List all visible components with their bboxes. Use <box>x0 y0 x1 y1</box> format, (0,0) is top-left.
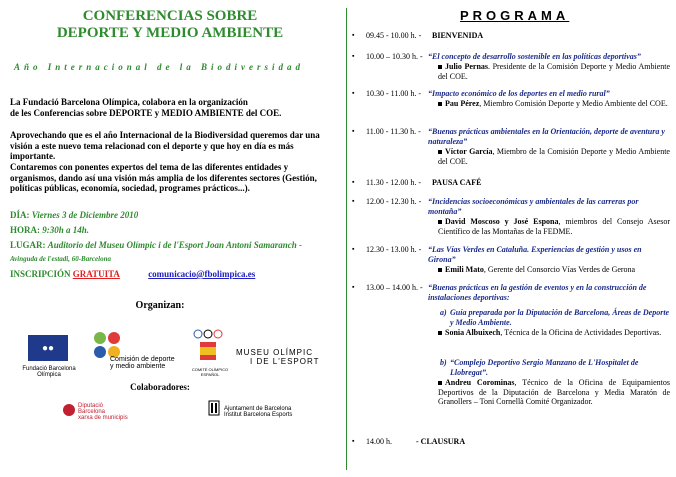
intro-paragraph-3: Contaremos con ponentes expertos del tema de las diferentes entidades y organismos, dando así una visión más amplia de los diferentes sectores (Gestión, políticas públicas, economía, sociedad, programes prácticos...). <box>10 162 317 193</box>
program-item-clausura: ▪ 14.00 h. - CLAUSURA <box>352 437 466 446</box>
organizers-heading: Organizan: <box>135 300 185 311</box>
place-line: LUGAR: Auditorio del Museu Olímpic i de l'Esport Joan Antoni Samaranch - <box>10 240 302 250</box>
address-line: Avinguda de l'estadi, 60-Barcelona <box>10 255 111 263</box>
email-link[interactable]: comunicacio@fbolimpica.es <box>148 269 256 279</box>
program-item-2: ▪ 10.30 - 11.00 h. - “Impacto económico de los deportes en el medio rural” Pau Pérez, Miembro Comisión Deporte y Medio Ambiente del COE. <box>352 89 670 119</box>
diputacio-logo-icon <box>62 403 76 417</box>
intro-paragraph-1: La Fundació Barcelona Olímpica, colabora en la organización de les Conferencias sobre DEPORTE y MEDIO AMBIENTE del COE. <box>10 97 282 118</box>
diputacio-logo: Diputació Barcelona xarxa de municipis <box>62 403 142 433</box>
speaker: Víctor García, Miembro de la Comisión Deporte y Medio Ambiente del COE. <box>438 147 670 166</box>
speaker: Andreu Corominas, Técnico de la Oficina de Equipamientos Deportivos de la Diputación de Barcelona y Media Maratón de Granollers – Toni Cornellà Comité Organizador. <box>438 378 670 407</box>
column-divider <box>346 8 347 470</box>
program-item-3: ▪ 11.00 - 11.30 h. - “Buenas prácticas ambientales en la Orientación, deporte de aventura y naturaleza” Víctor García, Miembro de la Comisión Deporte y Medio Ambiente del COE. <box>352 127 670 166</box>
square-bullet-icon <box>438 381 442 385</box>
bullet-icon: ▪ <box>352 245 355 253</box>
comision-logo: Comisión de deporte y medio ambiente <box>90 328 185 378</box>
intro-paragraph-2: Aprovechando que es el año Internacional de la Biodiversidad queremos dar una visión a este nuevo tema relacionad con el deporte y que hoy en día es más importante. <box>10 130 320 161</box>
bullet-icon: ▪ <box>352 52 355 60</box>
bullet-icon: ▪ <box>352 437 355 445</box>
program-subitem-a: a) Guía preparada por la Diputación de Barcelona, Áreas de Deporte y Medio Ambiente. Sonia Albuixech, Técnica de la Oficina de Actividades Deportivas. <box>440 308 670 337</box>
bullet-icon: ▪ <box>352 178 355 186</box>
square-bullet-icon <box>438 102 442 106</box>
registration-line: INSCRIPCIÓN GRATUITA comunicacio@fbolimpica.es <box>10 269 256 279</box>
program-item-bienvenida: ▪ 09.45 - 10.00 h. - BIENVENIDA <box>352 31 484 40</box>
bullet-icon: ▪ <box>352 89 355 97</box>
time-line: HORA: 9:30h a 14h. <box>10 225 90 235</box>
speaker: Julio Pernas. Presidente de la Comisión Deporte y Medio Ambiente del COE. <box>438 62 670 81</box>
speaker: Pau Pérez, Miembro Comisión Deporte y Medio Ambiente del COE. <box>438 99 670 109</box>
program-subitem-b: b) “Complejo Deportivo Sergio Manzano de L'Hospitalet de Llobregat”. Andreu Corominas, Técnico de la Oficina de Equipamientos Deportivos de la Diputación de Barcelona y Media Maratón de Granollers – Toni Cornellà Comité Organizador. <box>438 358 670 407</box>
bullet-icon: ▪ <box>352 31 355 39</box>
bullet-icon: ▪ <box>352 283 355 291</box>
bullet-icon: ▪ <box>352 197 355 205</box>
program-item-5: ▪ 12.00 - 12.30 h. - “Incidencias socioeconómicas y ambientales de las carreras por montaña” David Moscoso y José Espona, miembros del Consejo Asesor Científico de las Montañas de la FEDME. <box>352 197 670 236</box>
subtitle: Año Internacional de la Biodiversidad <box>14 62 305 72</box>
programa-title: PROGRAMA <box>460 8 570 23</box>
fundacio-logo: ●● Fundació Barcelona Olímpica <box>14 335 84 375</box>
title-line-2: DEPORTE Y MEDIO AMBIENTE <box>56 25 284 41</box>
speaker: David Moscoso y José Espona, miembros del Consejo Asesor Científico de las Montañas de la FEDME. <box>438 217 670 236</box>
program-item-7: ▪ 13.00 – 14.00 h. - “Buenas prácticas en la gestión de eventos y en la construcción de instalaciones deportivas: <box>352 283 647 302</box>
ajuntament-logo: Ajuntament de Barcelona Institut Barcelona Esports <box>208 400 318 430</box>
program-item-1: ▪ 10.00 – 10.30 h. - “El concepto de desarrollo sostenible en las políticas deportivas” Julio Pernas. Presidente de la Comisión Deporte y Medio Ambiente del COE. <box>352 52 670 81</box>
date-line: DÍA: Viernes 3 de Diciembre 2010 <box>10 210 139 220</box>
collaborators-heading: Colaboradores: <box>130 382 190 392</box>
bullet-icon: ▪ <box>352 127 355 135</box>
program-item-6: ▪ 12.30 - 13.00 h. - “Las Vías Verdes en Cataluña. Experiencias de gestión y usos en Girona” Emili Mato, Gerente del Consorcio Vías Verdes de Gerona <box>352 245 670 277</box>
speaker: Sonia Albuixech, Técnica de la Oficina de Actividades Deportivas. <box>438 328 670 338</box>
square-bullet-icon <box>438 268 442 272</box>
coe-logo: COMITÉ OLÍMPICO ESPAÑOL <box>190 328 230 378</box>
square-bullet-icon <box>438 150 442 154</box>
museu-logo: MUSEU OLÍMPIC I DE L'ESPORT <box>236 348 320 366</box>
coe-logo-icon <box>190 328 226 362</box>
ajuntament-shield-icon <box>208 400 220 422</box>
svg-text:●●: ●● <box>41 343 55 354</box>
fundacio-logo-icon <box>28 335 68 361</box>
square-bullet-icon <box>438 331 442 335</box>
title-line-1: CONFERENCIAS SOBRE <box>82 8 258 24</box>
square-bullet-icon <box>438 65 442 69</box>
speaker: Emili Mato, Gerente del Consorcio Vías Verdes de Gerona <box>438 265 670 275</box>
program-item-pausa: ▪ 11.30 - 12.00 h. - PAUSA CAFÉ <box>352 178 482 187</box>
square-bullet-icon <box>438 220 442 224</box>
